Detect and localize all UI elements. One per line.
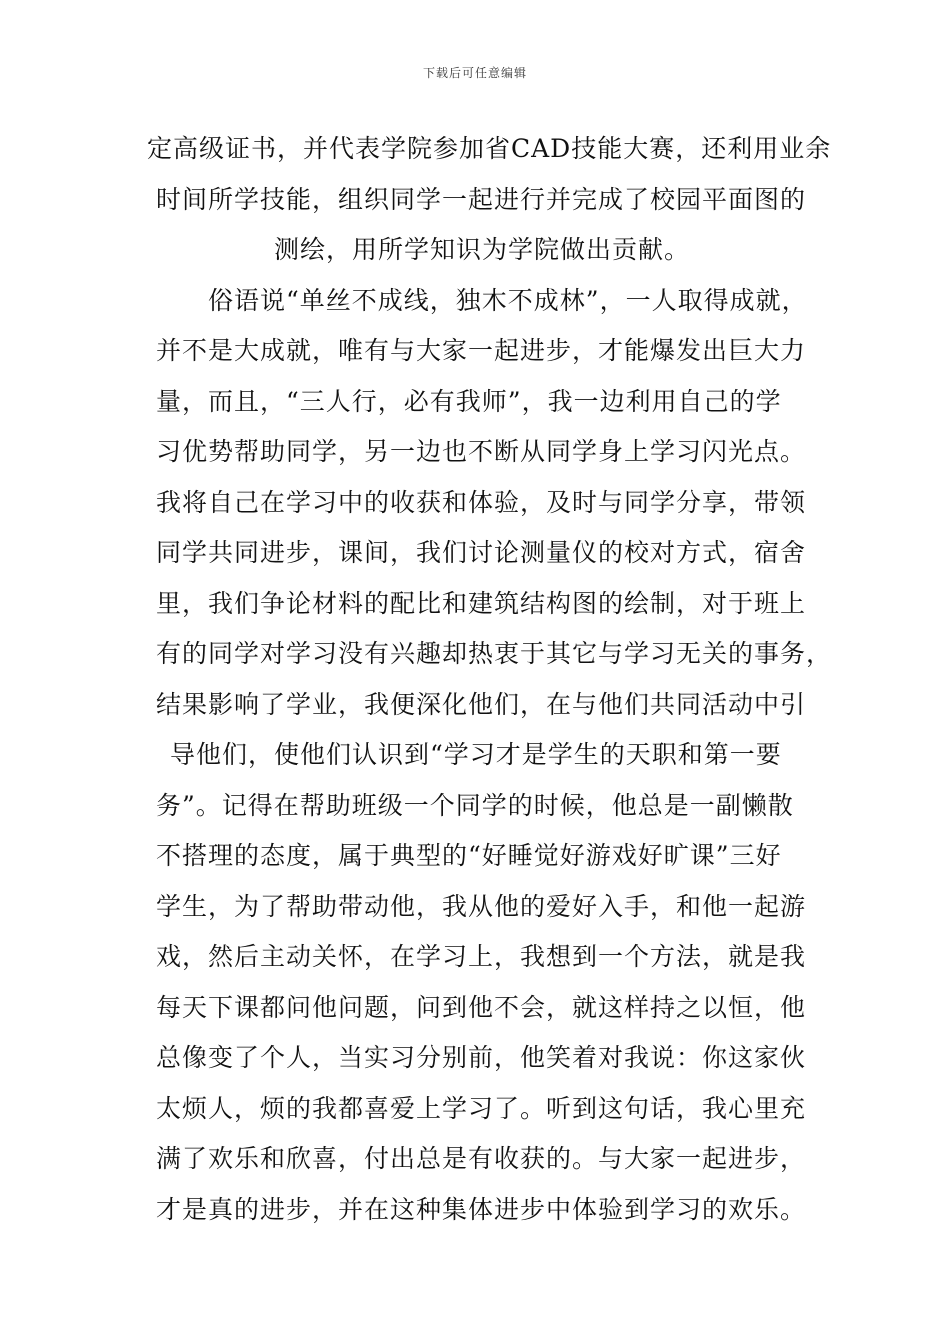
text-line: 不搭理的态度，属于典型的“好睡觉好游戏好旷课”三好 <box>156 841 782 870</box>
text-line: 定高级证书，并代表学院参加省CAD技能大赛，还利用业余 <box>147 134 832 163</box>
text-line: 太烦人，烦的我都喜爱上学习了。听到这句话，我心里充 <box>156 1093 807 1123</box>
text-line: 学生，为了帮助带动他，我从他的爱好入手，和他一起游 <box>156 891 807 921</box>
header-note: 下载后可任意编辑 <box>422 66 527 80</box>
text-line: 总像变了个人，当实习分别前，他笑着对我说：你这家伙 <box>156 1043 807 1072</box>
text-line: 戏，然后主动关怀，在学习上，我想到一个方法，就是我 <box>156 942 807 971</box>
text-line: 量，而且，“三人行，必有我师”，我一边利用自己的学 <box>156 386 782 416</box>
text-line: 每天下课都问他问题，问到他不会，就这样持之以恒，他 <box>156 992 807 1022</box>
text-line: 同学共同进步，课间，我们讨论测量仪的校对方式，宿舍 <box>156 538 807 567</box>
text-line: 导他们，使他们认识到“学习才是学生的天职和第一要 <box>170 740 782 769</box>
text-line: 才是真的进步，并在这种集体进步中体验到学习的欢乐。 <box>156 1194 807 1224</box>
text-line: 时间所学技能，组织同学一起进行并完成了校园平面图的 <box>156 184 807 214</box>
text-line: 习优势帮助同学，另一边也不断从同学身上学习闪光点。 <box>156 437 807 466</box>
body-text <box>0 124 950 1235</box>
text-line: 测绘，用所学知识为学院做出贡献。 <box>274 235 691 264</box>
text-line: 俗语说“单丝不成线，独木不成林”，一人取得成就， <box>208 285 808 315</box>
text-line: 务”。记得在帮助班级一个同学的时候，他总是一副懒散 <box>156 790 794 820</box>
text-line: 并不是大成就，唯有与大家一起进步，才能爆发出巨大力 <box>156 336 807 365</box>
text-line: 我将自己在学习中的收获和体验，及时与同学分享，带领 <box>156 487 807 517</box>
text-line: 里，我们争论材料的配比和建筑结构图的绘制，对于班上 <box>156 588 807 618</box>
text-line: 有的同学对学习没有兴趣却热衷于其它与学习无关的事务， <box>156 639 833 668</box>
text-line: 结果影响了学业，我便深化他们，在与他们共同活动中引 <box>156 689 807 719</box>
text-line: 满了欢乐和欣喜，付出总是有收获的。与大家一起进步， <box>156 1144 807 1173</box>
